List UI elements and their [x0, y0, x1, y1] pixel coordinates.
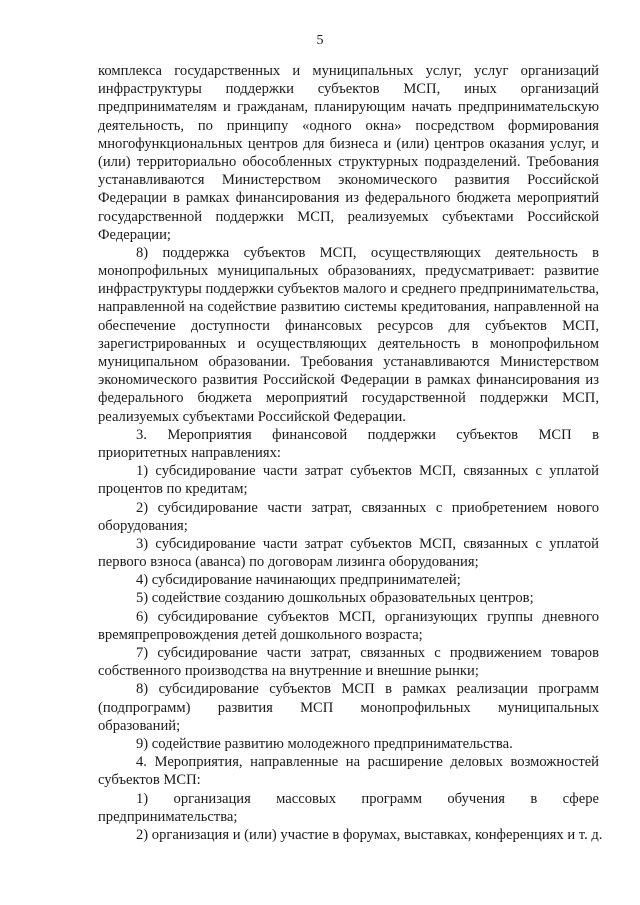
text-line: 8) субсидирование субъектов МСП в рамках реализации программ: [136, 681, 599, 698]
text-line: экономического развития Российской Федерации в рамках финансирования из: [98, 372, 599, 389]
text-line: 3) субсидирование части затрат субъектов МСП, связанных с уплатой: [136, 535, 599, 552]
text-line: монопрофильных муниципальных образованиях, предусматривает: развитие: [98, 263, 599, 280]
text-line: инфраструктуры поддержки субъектов малого и среднего предпринимательства,: [98, 281, 599, 298]
text-line: оборудования;: [98, 517, 188, 534]
text-line: 1) организация массовых программ обучения в сфере: [136, 790, 599, 807]
text-line: (или) территориально обособленных структурных подразделений. Требования: [98, 153, 599, 170]
text-line: направленной на содействие развитию системы кредитования, направленной на: [98, 299, 599, 316]
text-line: 6) субсидирование субъектов МСП, организующих группы дневного: [136, 608, 599, 625]
text-line: многофункциональных центров для бизнеса и (или) центров оказания услуг, и: [98, 135, 599, 152]
text-line: государственной поддержки МСП, реализуемых субъектами Российской: [98, 208, 599, 225]
text-line: приоритетных направлениях:: [98, 444, 281, 461]
text-line: времяпрепровождения детей дошкольного возраста;: [98, 626, 423, 643]
text-line: предпринимательства;: [98, 808, 238, 825]
text-line: собственного производства на внутренние и внешние рынки;: [98, 663, 479, 680]
text-line: обеспечение доступности финансовых ресурсов для субъектов МСП,: [98, 317, 599, 334]
text-line: комплекса государственных и муниципальных услуг, услуг организаций: [98, 63, 599, 79]
page-number: 5: [316, 33, 324, 48]
text-line: 9) содействие развитию молодежного предпринимательства.: [136, 735, 513, 752]
text-line: 5) содействие созданию дошкольных образовательных центров;: [136, 590, 534, 607]
text-line: устанавливаются Министерством экономического развития Российской: [98, 172, 599, 189]
text-line: 4) субсидирование начинающих предпринимателей;: [136, 572, 461, 589]
text-line: 7) субсидирование части затрат, связанных с продвижением товаров: [136, 645, 599, 661]
text-line: федерального бюджета мероприятий государственной поддержки МСП,: [98, 390, 599, 407]
text-line: 2) субсидирование части затрат, связанных с приобретением нового: [136, 499, 599, 516]
text-line: 4. Мероприятия, направленные на расширение деловых возможностей: [136, 754, 599, 771]
text-line: реализуемых субъектами Российской Федерации.: [98, 408, 406, 425]
document-body-text: [98, 62, 603, 844]
text-line: Федерации;: [98, 226, 171, 243]
text-line: 1) субсидирование части затрат субъектов МСП, связанных с уплатой: [136, 463, 599, 480]
text-line: первого взноса (аванса) по договорам лизинга оборудования;: [98, 554, 479, 571]
text-line: субъектов МСП:: [98, 772, 201, 789]
text-line: инфраструктуры поддержки субъектов МСП, иных организаций: [98, 81, 599, 98]
text-line: зарегистрированных и осуществляющих деятельность в монопрофильном: [98, 335, 599, 352]
text-line: Федерации в рамках финансирования из федерального бюджета мероприятий: [98, 190, 599, 207]
text-line: 2) организация и (или) участие в форумах, выставках, конференциях и т. д.: [136, 826, 603, 843]
text-line: 8) поддержка субъектов МСП, осуществляющих деятельность в: [136, 244, 599, 261]
text-line: муниципальном образовании. Требования устанавливаются Министерством: [98, 354, 599, 370]
text-line: процентов по кредитам;: [98, 481, 248, 498]
text-line: предпринимателям и гражданам, планирующим начать предпринимательскую: [98, 99, 599, 116]
text-line: образований;: [98, 717, 181, 734]
text-line: деятельность, по принципу «одного окна» посредством формирования: [98, 117, 599, 134]
text-line: 3. Мероприятия финансовой поддержки субъектов МСП в: [136, 426, 599, 443]
text-line: (подпрограмм) развития МСП монопрофильных муниципальных: [98, 699, 599, 716]
